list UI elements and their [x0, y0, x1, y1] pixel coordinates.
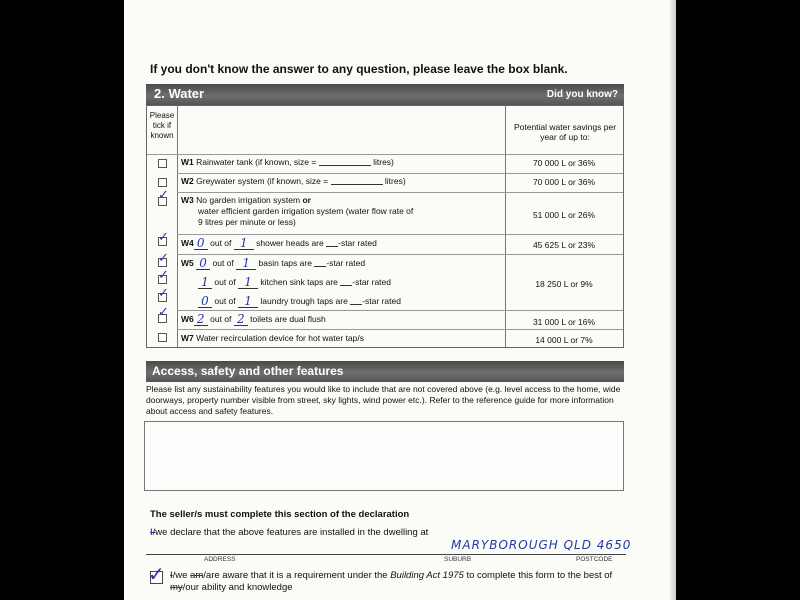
access-features-field[interactable] [144, 421, 624, 491]
basin-total-field[interactable]: 1 [236, 258, 256, 270]
shower-count-field[interactable]: 0 [194, 238, 208, 250]
w7-checkbox[interactable] [158, 333, 167, 342]
w7-savings: 14 000 L or 7% [535, 335, 593, 345]
row-w3: W3 No garden irrigation system or water efficient garden irrigation system (water flow rate of 9 litres per minute or less) [181, 195, 414, 227]
w2-checkbox[interactable] [158, 178, 167, 187]
w1-savings: 70 000 L or 36% [532, 158, 596, 168]
form-page [124, 0, 676, 600]
basin-count-field[interactable]: 0 [196, 258, 210, 270]
w6-savings: 31 000 L or 16% [532, 317, 596, 327]
access-section-title: Access, safety and other features [152, 364, 344, 378]
w5-savings: 18 250 L or 9% [535, 279, 593, 289]
address-label: ADDRESS [204, 556, 236, 563]
row-w1: W1 Rainwater tank (if known, size = litres) [181, 157, 394, 167]
postcode-label: POSTCODE [576, 556, 613, 563]
tick-column-header: Please tick if known [149, 111, 175, 140]
water-section-title: 2. Water [154, 86, 205, 101]
tank-size-field[interactable] [319, 165, 371, 166]
kitchen-count-field[interactable]: 1 [198, 277, 212, 289]
shower-total-field[interactable]: 1 [234, 238, 254, 250]
w3-tick-icon: ✓ [158, 188, 169, 203]
w5-basin-tick-icon: ✓ [158, 251, 169, 266]
row-w5-kitchen: 1 out of 1 kitchen sink taps are -star rated [198, 277, 391, 289]
water-table [146, 105, 624, 348]
w5-kitchen-tick-icon: ✓ [158, 268, 169, 283]
row-w6: W6 2 out of 2 toilets are dual flush [181, 312, 326, 326]
w6-tick-icon: ✓ [158, 305, 169, 320]
w3-savings: 51 000 L or 26% [532, 210, 596, 220]
did-you-know-label: Did you know? [546, 89, 618, 100]
laundry-count-field[interactable]: 0 [198, 296, 212, 308]
row-w4: W4 0 out of 1 shower heads are -star rated [181, 236, 377, 250]
savings-column-header: Potential water savings per year of up to: [513, 122, 617, 142]
w4-savings: 45 625 L or 23% [532, 240, 596, 250]
address-field[interactable]: MARYBOROUGH QLD 4650 [451, 538, 632, 552]
row-w2: W2 Greywater system (if known, size = litres) [181, 176, 406, 186]
kitchen-total-field[interactable]: 1 [238, 277, 258, 289]
w5-laundry-tick-icon: ✓ [158, 286, 169, 301]
declaration-title: The seller/s must complete this section of the declaration [150, 509, 410, 520]
row-w5-laundry: 0 out of 1 laundry trough taps are -star rated [198, 296, 401, 308]
row-w5-basin: W5 0 out of 1 basin taps are -star rated [181, 256, 366, 270]
access-section-header [146, 361, 624, 382]
greywater-size-field[interactable] [331, 184, 383, 185]
row-w7: W7 Water recirculation device for hot water tap/s [181, 333, 364, 343]
w2-savings: 70 000 L or 36% [532, 177, 596, 187]
declaration-statement: I/we declare that the above features are installed in the dwelling at [150, 527, 429, 538]
toilet-count-field[interactable]: 2 [194, 314, 208, 326]
w1-checkbox[interactable] [158, 159, 167, 168]
laundry-total-field[interactable]: 1 [238, 296, 258, 308]
awareness-tick-icon: ✓ [148, 562, 165, 586]
form-instruction: If you don't know the answer to any question, please leave the box blank. [150, 62, 568, 76]
suburb-label: SUBURB [444, 556, 472, 563]
access-instructions: Please list any sustainability features you would like to include that are not covered above (e.g. level access to the home, wide doorways, property number visible from street, sky lights, wind power etc.). Refer to the reference guide for more information about access and safety features. [146, 384, 621, 416]
water-section-header [146, 84, 624, 105]
toilet-total-field[interactable]: 2 [234, 314, 248, 326]
address-line [146, 554, 626, 555]
awareness-statement: I/we am/are aware that it is a requirement under the Building Act 1975 to complete this form to the best of my/our ability and knowledge [170, 570, 613, 593]
w4-tick-icon: ✓ [158, 230, 169, 245]
